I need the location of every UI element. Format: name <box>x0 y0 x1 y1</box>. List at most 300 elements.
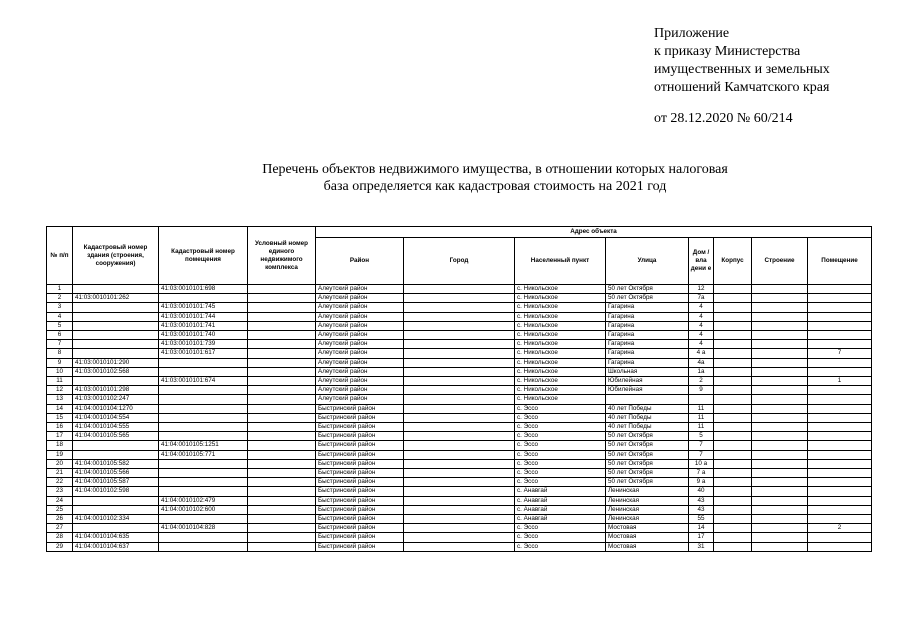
house-cell: 4 <box>689 340 714 349</box>
street-cell: 50 лет Октября <box>606 469 689 478</box>
room-cell <box>808 395 872 404</box>
room-kn-cell <box>159 386 248 395</box>
room-cell <box>808 367 872 376</box>
district-cell: Быстринский район <box>316 524 404 533</box>
stroenie-cell <box>752 395 808 404</box>
appendix-line: к приказу Министерства <box>654 44 801 59</box>
row-number-cell: 10 <box>47 367 73 376</box>
stroenie-cell <box>752 321 808 330</box>
table-row <box>47 303 872 312</box>
building-kn-cell: 41:04:0010105:565 <box>73 432 159 441</box>
room-kn-cell <box>159 515 248 524</box>
street-cell: Гагарина <box>606 312 689 321</box>
table-row <box>47 413 872 422</box>
street-cell: 50 лет Октября <box>606 294 689 303</box>
address-group-header: Адрес объекта <box>316 227 872 238</box>
title-line: Перечень объектов недвижимого имущества, в отношении которых налоговая <box>262 162 728 177</box>
stroenie-cell <box>752 524 808 533</box>
col-house-header: Дом /вла дени е <box>689 238 714 285</box>
room-kn-cell <box>159 395 248 404</box>
row-number-cell: 23 <box>47 487 73 496</box>
locality-cell: с. Эссо <box>515 533 606 542</box>
room-kn-cell: 41:03:0010101:741 <box>159 321 248 330</box>
room-kn-cell <box>159 487 248 496</box>
building-kn-cell <box>73 349 159 358</box>
col-street-header: Улица <box>606 238 689 285</box>
district-cell: Быстринский район <box>316 432 404 441</box>
district-cell: Быстринский район <box>316 505 404 514</box>
row-number-cell: 16 <box>47 423 73 432</box>
building-kn-cell <box>73 505 159 514</box>
room-cell <box>808 542 872 551</box>
room-kn-cell <box>159 294 248 303</box>
street-cell: Гагарина <box>606 303 689 312</box>
row-number-cell: 12 <box>47 386 73 395</box>
building-kn-cell: 41:04:0010104:637 <box>73 542 159 551</box>
building-kn-cell <box>73 496 159 505</box>
street-cell: Школьная <box>606 367 689 376</box>
district-cell: Алеутский район <box>316 395 404 404</box>
korpus-cell <box>714 413 752 422</box>
stroenie-cell <box>752 505 808 514</box>
korpus-cell <box>714 533 752 542</box>
city-cell <box>404 515 515 524</box>
room-cell: 7 <box>808 349 872 358</box>
locality-cell: с. Никольское <box>515 377 606 386</box>
row-number-cell: 19 <box>47 450 73 459</box>
street-cell: 50 лет Октября <box>606 478 689 487</box>
korpus-cell <box>714 515 752 524</box>
korpus-cell <box>714 321 752 330</box>
order-date: от 28.12.2020 № 60/214 <box>654 111 793 126</box>
building-kn-cell: 41:04:0010104:554 <box>73 413 159 422</box>
city-cell <box>404 404 515 413</box>
house-cell: 4 <box>689 303 714 312</box>
stroenie-cell <box>752 542 808 551</box>
locality-cell: с. Эссо <box>515 423 606 432</box>
conditional-num-cell <box>248 331 316 340</box>
city-cell <box>404 285 515 294</box>
room-cell <box>808 515 872 524</box>
stroenie-cell <box>752 358 808 367</box>
row-number-cell: 5 <box>47 321 73 330</box>
appendix-line: имущественных и земельных <box>654 62 830 77</box>
locality-cell: с. Никольское <box>515 386 606 395</box>
room-kn-cell <box>159 478 248 487</box>
district-cell: Алеутский район <box>316 386 404 395</box>
korpus-cell <box>714 294 752 303</box>
conditional-num-cell <box>248 294 316 303</box>
korpus-cell <box>714 340 752 349</box>
conditional-num-cell <box>248 358 316 367</box>
room-cell <box>808 285 872 294</box>
city-cell <box>404 303 515 312</box>
room-kn-cell: 41:03:0010101:617 <box>159 349 248 358</box>
conditional-num-cell <box>248 404 316 413</box>
street-cell: Гагарина <box>606 358 689 367</box>
row-number-cell: 2 <box>47 294 73 303</box>
stroenie-cell <box>752 496 808 505</box>
locality-cell: с. Никольское <box>515 395 606 404</box>
room-kn-cell <box>159 533 248 542</box>
document-title <box>230 161 760 195</box>
room-cell <box>808 358 872 367</box>
stroenie-cell <box>752 312 808 321</box>
house-cell: 4 <box>689 321 714 330</box>
korpus-cell <box>714 441 752 450</box>
locality-cell: с. Эссо <box>515 450 606 459</box>
building-kn-cell <box>73 377 159 386</box>
stroenie-cell <box>752 349 808 358</box>
conditional-num-cell <box>248 340 316 349</box>
stroenie-cell <box>752 386 808 395</box>
district-cell: Алеутский район <box>316 312 404 321</box>
table-row <box>47 496 872 505</box>
locality-cell: с. Никольское <box>515 331 606 340</box>
stroenie-cell <box>752 377 808 386</box>
house-cell: 1а <box>689 367 714 376</box>
table-row <box>47 294 872 303</box>
stroenie-cell <box>752 285 808 294</box>
building-kn-cell: 41:04:0010102:598 <box>73 487 159 496</box>
table-row <box>47 533 872 542</box>
table-row <box>47 367 872 376</box>
house-cell: 31 <box>689 542 714 551</box>
locality-cell: с. Никольское <box>515 285 606 294</box>
korpus-cell <box>714 395 752 404</box>
street-cell: Ленинская <box>606 515 689 524</box>
property-table <box>46 226 872 552</box>
row-number-cell: 6 <box>47 331 73 340</box>
room-kn-cell <box>159 404 248 413</box>
table-row <box>47 524 872 533</box>
house-cell: 4 <box>689 312 714 321</box>
street-cell: 50 лет Октября <box>606 432 689 441</box>
building-kn-cell <box>73 340 159 349</box>
korpus-cell <box>714 358 752 367</box>
table-row <box>47 404 872 413</box>
locality-cell: с. Никольское <box>515 358 606 367</box>
district-cell: Быстринский район <box>316 450 404 459</box>
street-cell: Ленинская <box>606 505 689 514</box>
stroenie-cell <box>752 432 808 441</box>
col-conditional-num-header: Условный номер единого недвижимого комплекса <box>248 227 316 285</box>
district-cell: Быстринский район <box>316 469 404 478</box>
conditional-num-cell <box>248 377 316 386</box>
conditional-num-cell <box>248 395 316 404</box>
appendix-block <box>654 25 894 97</box>
street-cell: Мостовая <box>606 524 689 533</box>
conditional-num-cell <box>248 367 316 376</box>
row-number-cell: 1 <box>47 285 73 294</box>
room-kn-cell: 41:03:0010101:674 <box>159 377 248 386</box>
room-cell: 2 <box>808 524 872 533</box>
conditional-num-cell <box>248 515 316 524</box>
stroenie-cell <box>752 469 808 478</box>
room-cell <box>808 331 872 340</box>
city-cell <box>404 358 515 367</box>
room-kn-cell <box>159 432 248 441</box>
locality-cell: с. Никольское <box>515 294 606 303</box>
table-row <box>47 321 872 330</box>
city-cell <box>404 542 515 551</box>
row-number-cell: 13 <box>47 395 73 404</box>
locality-cell: с. Никольское <box>515 340 606 349</box>
header-row <box>47 227 872 238</box>
street-cell: 50 лет Октября <box>606 459 689 468</box>
house-cell: 11 <box>689 413 714 422</box>
district-cell: Быстринский район <box>316 423 404 432</box>
stroenie-cell <box>752 404 808 413</box>
row-number-cell: 26 <box>47 515 73 524</box>
house-cell <box>689 395 714 404</box>
house-cell: 4а <box>689 358 714 367</box>
row-number-cell: 27 <box>47 524 73 533</box>
building-kn-cell: 41:04:0010104:555 <box>73 423 159 432</box>
conditional-num-cell <box>248 478 316 487</box>
city-cell <box>404 432 515 441</box>
col-num-header: № п/п <box>47 227 73 285</box>
stroenie-cell <box>752 459 808 468</box>
locality-cell: с. Эссо <box>515 459 606 468</box>
district-cell: Алеутский район <box>316 367 404 376</box>
room-cell <box>808 496 872 505</box>
row-number-cell: 11 <box>47 377 73 386</box>
conditional-num-cell <box>248 459 316 468</box>
conditional-num-cell <box>248 487 316 496</box>
korpus-cell <box>714 386 752 395</box>
city-cell <box>404 321 515 330</box>
city-cell <box>404 331 515 340</box>
table-row <box>47 469 872 478</box>
street-cell: Юбилейная <box>606 386 689 395</box>
locality-cell: с. Эссо <box>515 413 606 422</box>
locality-cell: с. Эссо <box>515 469 606 478</box>
district-cell: Быстринский район <box>316 496 404 505</box>
room-cell <box>808 321 872 330</box>
room-cell <box>808 469 872 478</box>
room-kn-cell: 41:04:0010105:771 <box>159 450 248 459</box>
conditional-num-cell <box>248 303 316 312</box>
house-cell: 5 <box>689 432 714 441</box>
table-row <box>47 312 872 321</box>
stroenie-cell <box>752 294 808 303</box>
room-cell: 1 <box>808 377 872 386</box>
col-room-header: Помещение <box>808 238 872 285</box>
table-row <box>47 349 872 358</box>
locality-cell: с. Никольское <box>515 349 606 358</box>
room-cell <box>808 294 872 303</box>
city-cell <box>404 413 515 422</box>
row-number-cell: 15 <box>47 413 73 422</box>
korpus-cell <box>714 285 752 294</box>
district-cell: Алеутский район <box>316 331 404 340</box>
house-cell: 55 <box>689 515 714 524</box>
city-cell <box>404 450 515 459</box>
table-row <box>47 395 872 404</box>
room-cell <box>808 312 872 321</box>
korpus-cell <box>714 469 752 478</box>
building-kn-cell <box>73 303 159 312</box>
district-cell: Быстринский район <box>316 542 404 551</box>
room-kn-cell <box>159 423 248 432</box>
conditional-num-cell <box>248 533 316 542</box>
room-cell <box>808 533 872 542</box>
conditional-num-cell <box>248 524 316 533</box>
room-cell <box>808 478 872 487</box>
city-cell <box>404 395 515 404</box>
room-cell <box>808 423 872 432</box>
house-cell: 4 а <box>689 349 714 358</box>
room-kn-cell: 41:03:0010101:740 <box>159 331 248 340</box>
city-cell <box>404 312 515 321</box>
room-kn-cell: 41:04:0010102:600 <box>159 505 248 514</box>
table-row <box>47 331 872 340</box>
house-cell: 17 <box>689 533 714 542</box>
building-kn-cell <box>73 312 159 321</box>
locality-cell: с. Эссо <box>515 524 606 533</box>
city-cell <box>404 524 515 533</box>
building-kn-cell <box>73 450 159 459</box>
row-number-cell: 22 <box>47 478 73 487</box>
city-cell <box>404 459 515 468</box>
building-kn-cell: 41:04:0010104:635 <box>73 533 159 542</box>
appendix-line: отношений Камчатского края <box>654 80 830 95</box>
row-number-cell: 24 <box>47 496 73 505</box>
locality-cell: с. Эссо <box>515 432 606 441</box>
room-cell <box>808 340 872 349</box>
city-cell <box>404 423 515 432</box>
table-row <box>47 441 872 450</box>
district-cell: Быстринский район <box>316 404 404 413</box>
building-kn-cell: 41:03:0010101:290 <box>73 358 159 367</box>
locality-cell: с. Никольское <box>515 321 606 330</box>
room-kn-cell: 41:03:0010101:739 <box>159 340 248 349</box>
locality-cell: с. Анавгай <box>515 487 606 496</box>
locality-cell: с. Эссо <box>515 404 606 413</box>
house-cell: 11 <box>689 423 714 432</box>
room-cell <box>808 505 872 514</box>
conditional-num-cell <box>248 386 316 395</box>
building-kn-cell <box>73 331 159 340</box>
row-number-cell: 3 <box>47 303 73 312</box>
district-cell: Алеутский район <box>316 285 404 294</box>
conditional-num-cell <box>248 469 316 478</box>
district-cell: Быстринский район <box>316 515 404 524</box>
locality-cell: с. Никольское <box>515 312 606 321</box>
table-row <box>47 423 872 432</box>
table-row <box>47 542 872 551</box>
stroenie-cell <box>752 478 808 487</box>
conditional-num-cell <box>248 312 316 321</box>
street-cell: 50 лет Октября <box>606 285 689 294</box>
table-row <box>47 340 872 349</box>
korpus-cell <box>714 459 752 468</box>
appendix-line: Приложение <box>654 26 730 41</box>
street-cell: 40 лет Победы <box>606 404 689 413</box>
street-cell: Ленинская <box>606 487 689 496</box>
stroenie-cell <box>752 367 808 376</box>
house-cell: 43 <box>689 496 714 505</box>
house-cell: 4 <box>689 331 714 340</box>
row-number-cell: 20 <box>47 459 73 468</box>
conditional-num-cell <box>248 413 316 422</box>
table-row <box>47 386 872 395</box>
row-number-cell: 21 <box>47 469 73 478</box>
room-cell <box>808 459 872 468</box>
col-locality-header: Населенный пункт <box>515 238 606 285</box>
building-kn-cell: 41:04:0010105:566 <box>73 469 159 478</box>
korpus-cell <box>714 505 752 514</box>
building-kn-cell: 41:03:0010101:298 <box>73 386 159 395</box>
table-row <box>47 459 872 468</box>
row-number-cell: 4 <box>47 312 73 321</box>
house-cell: 12 <box>689 285 714 294</box>
stroenie-cell <box>752 303 808 312</box>
locality-cell: с. Анавгай <box>515 505 606 514</box>
district-cell: Алеутский район <box>316 358 404 367</box>
street-cell: 40 лет Победы <box>606 413 689 422</box>
room-kn-cell <box>159 358 248 367</box>
house-cell: 2 <box>689 377 714 386</box>
city-cell <box>404 469 515 478</box>
room-kn-cell: 41:04:0010104:828 <box>159 524 248 533</box>
korpus-cell <box>714 524 752 533</box>
building-kn-cell: 41:04:0010102:334 <box>73 515 159 524</box>
room-kn-cell: 41:04:0010105:1251 <box>159 441 248 450</box>
locality-cell: с. Никольское <box>515 367 606 376</box>
table-row <box>47 450 872 459</box>
building-kn-cell: 41:03:0010102:568 <box>73 367 159 376</box>
district-cell: Быстринский район <box>316 441 404 450</box>
room-kn-cell: 41:04:0010102:479 <box>159 496 248 505</box>
table-row <box>47 285 872 294</box>
stroenie-cell <box>752 533 808 542</box>
street-cell: Мостовая <box>606 533 689 542</box>
building-kn-cell <box>73 321 159 330</box>
stroenie-cell <box>752 340 808 349</box>
stroenie-cell <box>752 450 808 459</box>
table-row <box>47 377 872 386</box>
locality-cell: с. Анавгай <box>515 515 606 524</box>
conditional-num-cell <box>248 432 316 441</box>
house-cell: 7а <box>689 294 714 303</box>
conditional-num-cell <box>248 505 316 514</box>
row-number-cell: 25 <box>47 505 73 514</box>
room-cell <box>808 303 872 312</box>
building-kn-cell: 41:04:0010105:582 <box>73 459 159 468</box>
col-korpus-header: Корпус <box>714 238 752 285</box>
city-cell <box>404 441 515 450</box>
row-number-cell: 14 <box>47 404 73 413</box>
district-cell: Быстринский район <box>316 487 404 496</box>
conditional-num-cell <box>248 441 316 450</box>
street-cell: 40 лет Победы <box>606 423 689 432</box>
city-cell <box>404 496 515 505</box>
room-cell <box>808 441 872 450</box>
stroenie-cell <box>752 423 808 432</box>
city-cell <box>404 478 515 487</box>
street-cell: Гагарина <box>606 340 689 349</box>
building-kn-cell: 41:04:0010104:1270 <box>73 404 159 413</box>
room-cell <box>808 432 872 441</box>
col-room-kn-header: Кадастровый номер помещения <box>159 227 248 285</box>
locality-cell: с. Эссо <box>515 542 606 551</box>
room-kn-cell <box>159 469 248 478</box>
district-cell: Быстринский район <box>316 478 404 487</box>
conditional-num-cell <box>248 496 316 505</box>
house-cell: 40 <box>689 487 714 496</box>
